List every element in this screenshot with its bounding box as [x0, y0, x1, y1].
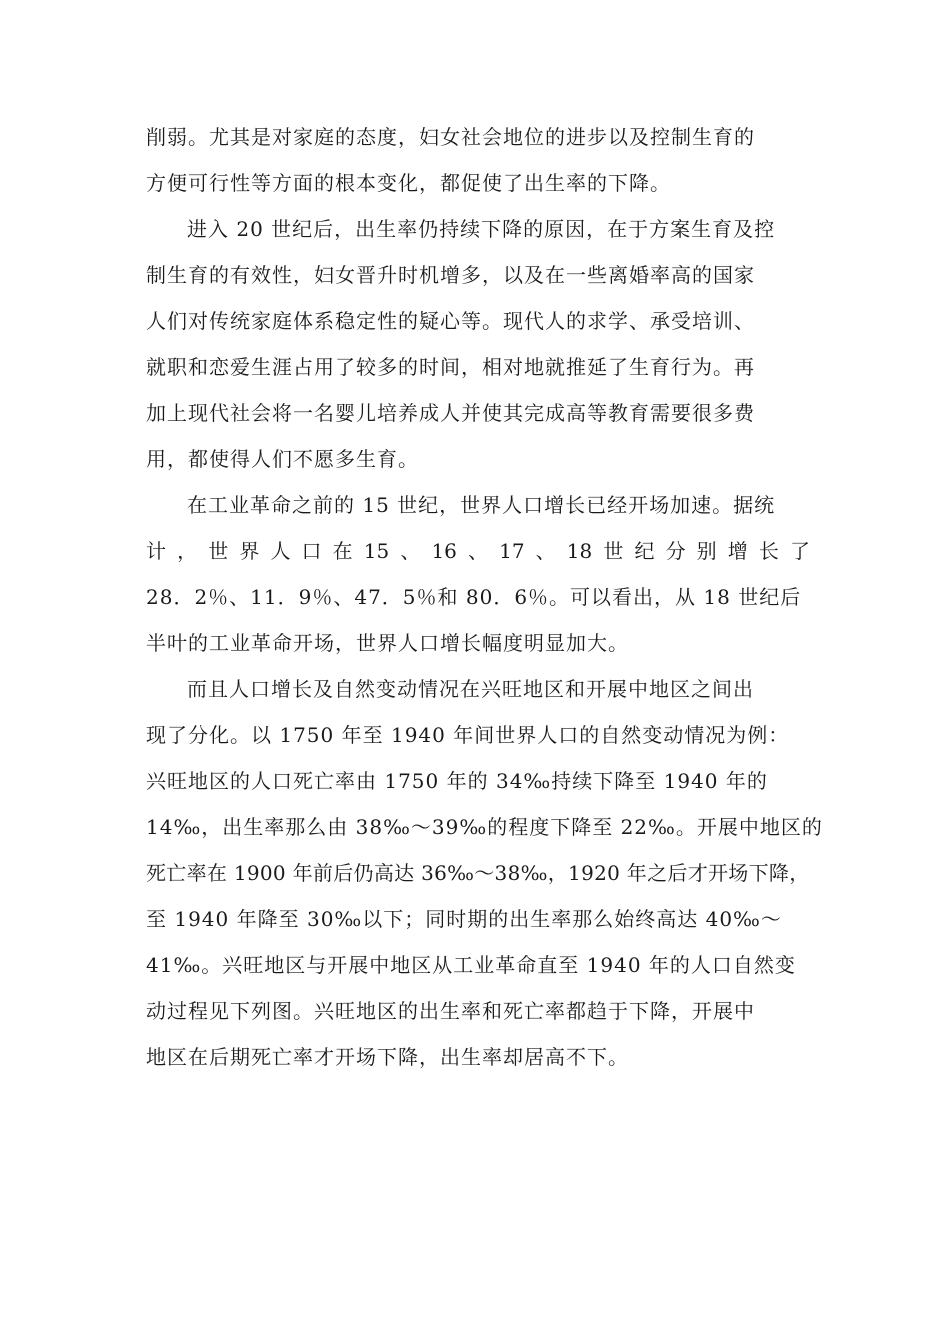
paragraph-3-line-2 [146, 528, 810, 574]
paragraph-4-line-8: 动过程见下列图。兴旺地区的出生率和死亡率都趋于下降，开展中 [146, 999, 755, 1023]
spread-token: 增 [727, 539, 748, 563]
spread-token: 纪 [634, 539, 655, 563]
spread-token: 世 [208, 539, 229, 563]
paragraph-4-line-9: 地区在后期死亡率才开场下降，出生率却居高不下。 [146, 1045, 629, 1069]
paragraph-2-line-1: 进入 20 世纪后，出生率仍持续下降的原因，在于方案生育及控 [187, 217, 776, 241]
spread-token: 在 [332, 539, 353, 563]
spread-token: 计 [146, 539, 166, 563]
spread-token: ， [177, 539, 198, 563]
paragraph-4-line-7: 41‰。兴旺地区与开展中地区从工业革命直至 1940 年的人口自然变 [146, 953, 796, 977]
spread-token: 、 [468, 539, 488, 563]
paragraph-3-line-3: 28．2％、11．9％、47．5％和 80．6％。可以看出，从 18 世纪后 [146, 585, 802, 609]
paragraph-1-line-1: 削弱。尤其是对家庭的态度，妇女社会地位的进步以及控制生育的 [146, 125, 755, 149]
paragraph-2-line-6: 用，都使得人们不愿多生育。 [146, 447, 419, 471]
paragraph-4-line-3: 兴旺地区的人口死亡率由 1750 年的 34‰持续下降至 1940 年的 [146, 769, 768, 793]
spread-token: 16 [431, 539, 457, 563]
spread-token: 了 [790, 539, 810, 563]
paragraph-4-line-6: 至 1940 年降至 30‰以下；同时期的出生率那么始终高达 40‰～ [146, 907, 782, 931]
paragraph-2-line-3: 人们对传统家庭体系稳定性的疑心等。现代人的求学、承受培训、 [146, 309, 755, 333]
paragraph-4-line-4: 14‰，出生率那么由 38‰～39‰的程度下降至 22‰。开展中地区的 [146, 815, 823, 839]
spread-token: 分 [665, 539, 686, 563]
paragraph-2-line-4: 就职和恋爱生涯占用了较多的时间，相对地就推延了生育行为。再 [146, 355, 755, 379]
spread-token: 15 [363, 539, 390, 563]
spread-token: 、 [535, 539, 556, 563]
document-body [146, 114, 823, 1080]
spread-token: 、 [400, 539, 421, 563]
paragraph-2-line-5: 加上现代社会将一名婴儿培养成人并使其完成高等教育需要很多费 [146, 401, 755, 425]
spread-token: 18 [566, 539, 593, 563]
paragraph-3-line-4: 半叶的工业革命开场，世界人口增长幅度明显加大。 [146, 631, 629, 655]
paragraph-4-line-2: 现了分化。以 1750 年至 1940 年间世界人口的自然变动情况为例： [146, 723, 790, 747]
paragraph-4-line-1: 而且人口增长及自然变动情况在兴旺地区和开展中地区之间出 [187, 677, 754, 701]
spread-token: 世 [603, 539, 624, 563]
paragraph-4-line-5: 死亡率在 1900 年前后仍高达 36‰～38‰，1920 年之后才开场下降， [146, 861, 810, 885]
spread-token: 界 [239, 539, 260, 563]
spread-token: 人 [270, 539, 291, 563]
spread-token: 17 [499, 539, 525, 563]
spread-token: 口 [301, 539, 322, 563]
spread-token: 长 [758, 539, 779, 563]
spread-token: 别 [696, 539, 717, 563]
paragraph-2-line-2: 制生育的有效性，妇女晋升时机增多，以及在一些离婚率高的国家 [146, 263, 755, 287]
paragraph-3-line-1: 在工业革命之前的 15 世纪，世界人口增长已经开场加速。据统 [187, 493, 776, 517]
paragraph-1-line-2: 方便可行性等方面的根本变化，都促使了出生率的下降。 [146, 171, 671, 195]
